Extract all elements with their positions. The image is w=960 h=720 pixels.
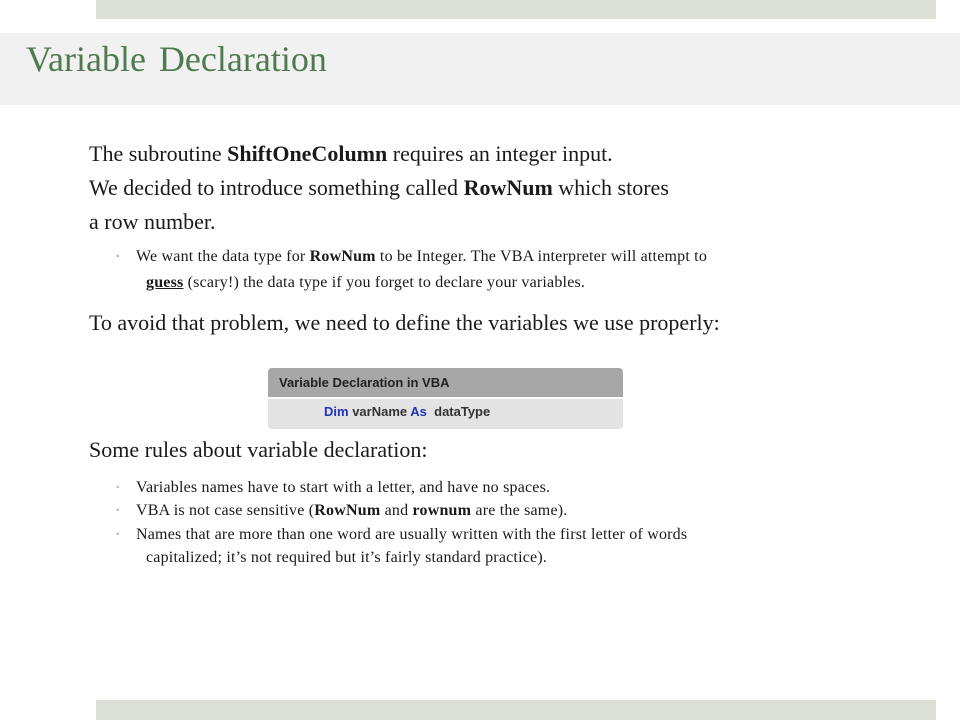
bullet-line-2-post: (scary!) the data type if you forget to declare your variables. <box>183 274 586 291</box>
rules-heading: Some rules about variable declaration: <box>89 437 428 462</box>
rownum-term: RowNum <box>463 175 553 200</box>
intro-line-1-post: requires an integer input. <box>387 141 613 166</box>
intro-line-1 <box>89 141 613 167</box>
rownum-term: RowNum <box>309 248 376 265</box>
rownum-term: RowNum <box>314 502 381 519</box>
shiftonecolumn-term: ShiftOneColumn <box>227 141 388 166</box>
code-box-header: Variable Declaration in VBA <box>268 368 623 397</box>
rule-2-post: are the same). <box>471 502 568 519</box>
guess-term: guess <box>146 274 184 291</box>
rownum-lower-term: rownum <box>412 502 472 519</box>
intro-line-1-pre: The subroutine <box>89 141 228 166</box>
bullet-marker: ◦ <box>116 505 120 516</box>
intro-line-2-post: which stores <box>552 175 669 200</box>
bullet-marker: ◦ <box>116 529 120 540</box>
datatype-token: dataType <box>434 404 491 419</box>
varname-token: varName <box>352 404 408 419</box>
slide-title: Variable Declaration <box>26 39 327 79</box>
rule-2 <box>116 502 567 520</box>
rule-3-line-1 <box>116 526 687 544</box>
datatype-bullet-line-1 <box>116 248 707 266</box>
top-decor-bar <box>96 0 936 19</box>
intro-line-2 <box>89 175 669 201</box>
rule-1-text: Variables names have to start with a letter, and have no spaces. <box>136 479 551 496</box>
rule-1 <box>116 479 550 497</box>
datatype-bullet-line-2 <box>146 274 585 292</box>
dim-keyword: Dim <box>324 404 349 419</box>
code-box-body <box>268 399 623 429</box>
rule-2-mid: and <box>380 502 413 519</box>
problem-line: To avoid that problem, we need to define the variables we use properly: <box>89 310 720 335</box>
bullet-marker: ◦ <box>116 482 120 493</box>
bullet-pre: We want the data type for <box>136 248 310 265</box>
as-keyword: As <box>410 404 427 419</box>
intro-line-3: a row number. <box>89 209 216 234</box>
bullet-marker: ◦ <box>116 251 120 262</box>
bullet-post: to be Integer. The VBA interpreter will attempt to <box>375 248 708 265</box>
vba-declaration-box <box>268 368 623 427</box>
bottom-decor-bar <box>96 700 936 720</box>
intro-line-2-pre: We decided to introduce something called <box>89 175 464 200</box>
rule-3-text-1: Names that are more than one word are usually written with the first letter of words <box>136 526 688 543</box>
rule-2-pre: VBA is not case sensitive ( <box>136 502 315 519</box>
rule-3-line-2: capitalized; it’s not required but it’s fairly standard practice). <box>146 549 548 566</box>
